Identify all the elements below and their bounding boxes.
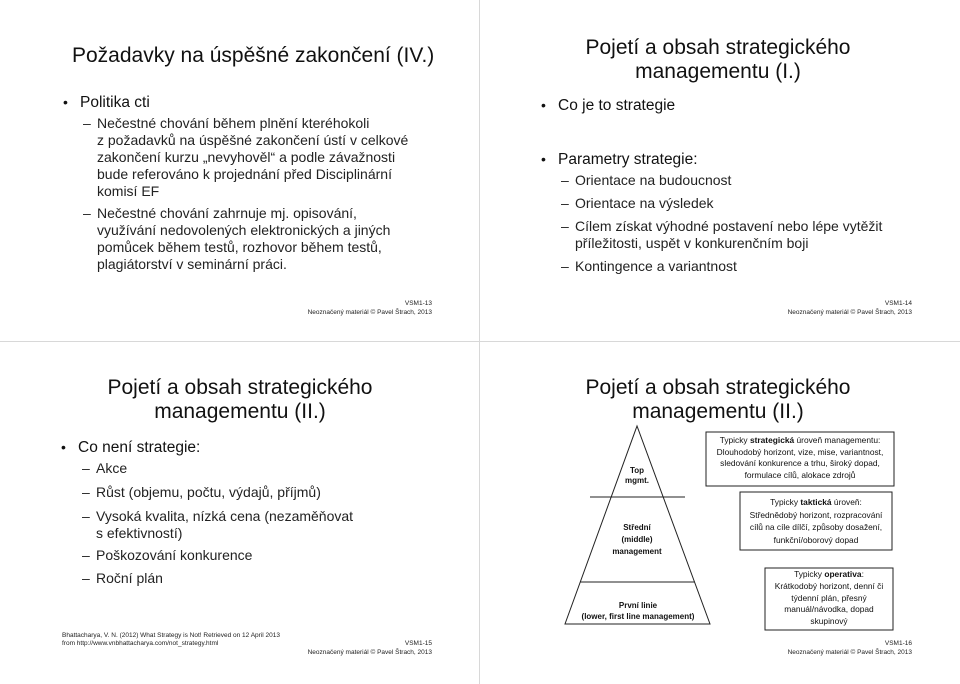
text-line: bude referováno k projednání před Disciplinární <box>97 166 392 182</box>
text-line: využívání nedovolených elektronických a jiných <box>97 222 391 238</box>
desc-line: formulace cílů, alokace zdrojů <box>744 469 856 480</box>
bullet-item: • Co je to strategie <box>558 96 675 115</box>
level-label: (lower, first line management) <box>581 612 695 621</box>
level-label: První linie <box>618 601 658 610</box>
slide-title <box>0 376 480 424</box>
desc-line: funkční/oborový dopad <box>773 534 859 545</box>
slide-number: VSM1-13 <box>404 300 432 307</box>
slide-number: VSM1-16 <box>884 640 912 647</box>
sub-item <box>575 218 882 252</box>
title-line: Pojetí a obsah strategického <box>585 376 851 399</box>
level-label: Top <box>629 466 645 475</box>
copyright-note: Neoznačený materiál © Pavel Štrach, 2013 <box>307 309 432 316</box>
slide-15 <box>0 342 480 684</box>
text-line: komisí EF <box>97 183 160 199</box>
operative-description <box>765 569 893 628</box>
sub-item: – Akce <box>96 460 127 477</box>
text-line: zakončení kurzu „nevyhověl“ a podle závažnosti <box>97 149 396 165</box>
desc-heading: Typicky taktická úroveň: <box>770 497 862 507</box>
copyright-note: Neoznačený materiál © Pavel Štrach, 2013 <box>307 649 432 656</box>
desc-line: skupinový <box>810 616 848 627</box>
slide-13 <box>0 0 480 342</box>
level-label: Střední <box>623 523 651 532</box>
sub-item: – Růst (objemu, počtu, výdajů, příjmů) <box>96 484 321 501</box>
sub-item <box>96 508 353 542</box>
sub-item <box>97 115 408 200</box>
level-label: management <box>612 547 662 556</box>
citation-line: Bhattacharya, V. N. (2012) What Strategy is Not! Retrieved on 12 April 2013 <box>62 632 280 639</box>
desc-line: Krátkodobý horizont, denní či <box>774 580 884 591</box>
tactical-description <box>740 496 892 546</box>
slide-title <box>480 36 956 84</box>
slide-number: VSM1-14 <box>884 300 912 307</box>
citation <box>62 632 280 648</box>
title-line: Pojetí a obsah strategického <box>585 36 851 59</box>
desc-line: sledování konkurence a trhu, široký dopad, <box>720 458 880 468</box>
text-line: – Nečestné chování během plnění kteréhokoli <box>97 115 370 131</box>
sub-item: – Kontingence a variantnost <box>575 258 737 275</box>
copyright-note: Neoznačený materiál © Pavel Štrach, 2013 <box>787 309 912 316</box>
bullet-item: • Co není strategie: <box>78 438 200 457</box>
strategic-description <box>706 435 894 481</box>
desc-line: Dlouhodobý horizont, vize, mise, variantnost, <box>716 446 884 457</box>
bullet-item: • Parametry strategie: <box>558 150 698 169</box>
title-line: Pojetí a obsah strategického <box>107 376 373 399</box>
desc-heading: Typicky operativa: <box>794 569 864 579</box>
slide-title: Požadavky na úspěšné zakončení (IV.) <box>72 44 435 67</box>
level-middle <box>600 522 674 558</box>
text-line: z požadavků na úspěšné zakončení ústí v celkové <box>97 132 409 148</box>
copyright-note: Neoznačený materiál © Pavel Štrach, 2013 <box>787 649 912 656</box>
title-line: managementu (II.) <box>154 400 326 423</box>
desc-heading: Typicky strategická úroveň managementu: <box>719 435 881 445</box>
text-line: příležitosti, uspět v konkurenčním boji <box>575 235 809 251</box>
level-label: mgmt. <box>625 476 649 485</box>
sub-item: – Orientace na výsledek <box>575 195 714 212</box>
level-top <box>610 466 664 486</box>
sub-item: – Orientace na budoucnost <box>575 172 731 189</box>
desc-line: Střednědobý horizont, rozpracování <box>749 509 883 520</box>
text-line: pomůcek během testů, rozhovor během testů, <box>97 239 382 255</box>
bullet-item: • Politika cti <box>80 93 150 112</box>
sub-item <box>97 205 390 273</box>
title-line: managementu (I.) <box>635 60 801 83</box>
text-line: – Vysoká kvalita, nízká cena (nezaměňovat <box>96 508 354 524</box>
slide-16 <box>480 342 960 684</box>
desc-line: cílů na cíle dílčí, způsoby dosažení, <box>749 522 883 532</box>
desc-line: týdenní plán, přesný <box>791 592 867 603</box>
level-lower <box>576 600 700 622</box>
sub-item: – Poškozování konkurence <box>96 547 252 564</box>
desc-line: manuál/návodka, dopad <box>784 604 874 615</box>
slide-number: VSM1-15 <box>404 640 432 647</box>
text-line: plagiátorství v seminární práci. <box>97 256 287 272</box>
citation-line: from http://www.vnbhattacharya.com/not_strategy.html <box>62 640 219 647</box>
text-line: – Nečestné chování zahrnuje mj. opisování, <box>97 205 357 221</box>
sub-item: – Roční plán <box>96 570 163 587</box>
slide-14 <box>480 0 960 342</box>
text-line: s efektivností) <box>96 525 183 541</box>
title-line: managementu (II.) <box>632 400 804 423</box>
level-label: (middle) <box>621 535 653 544</box>
text-line: – Cílem získat výhodné postavení nebo lépe vytěžit <box>575 218 883 234</box>
